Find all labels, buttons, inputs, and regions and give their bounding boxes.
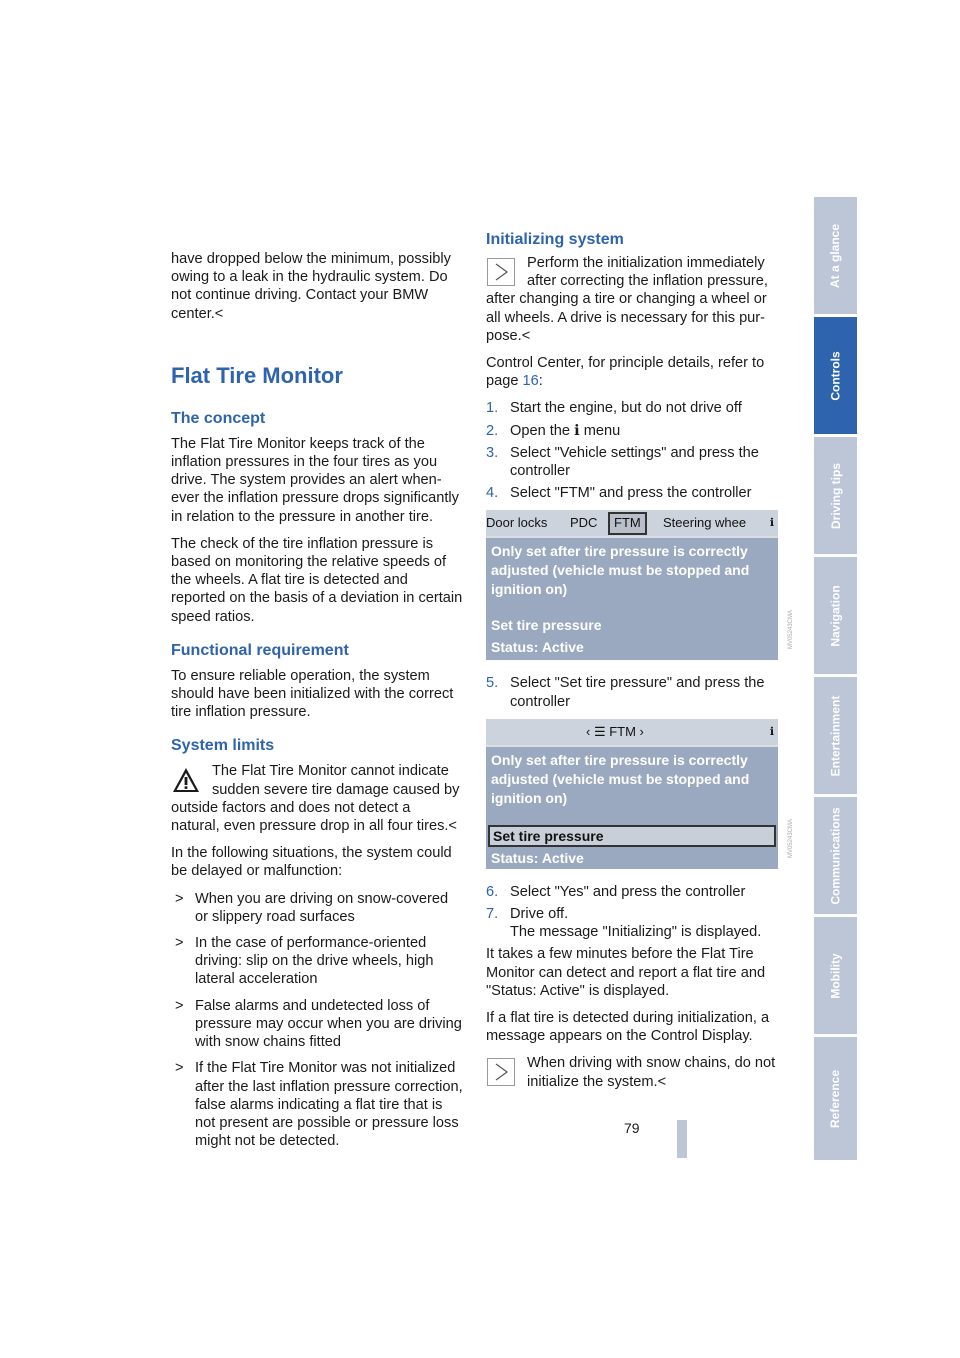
note-arrow-icon xyxy=(487,1058,515,1086)
tab-steering: Steering whee xyxy=(663,515,747,531)
side-tab-entertainment[interactable] xyxy=(814,677,857,794)
limits-list xyxy=(171,890,463,1151)
set-tire-pressure-item: Set tire pressure xyxy=(488,825,776,847)
list-item xyxy=(171,934,463,989)
step-item xyxy=(486,444,778,480)
list-item-text: False alarms and undetected loss of pressure may occur when you are driving with snow chains fitted xyxy=(195,997,462,1051)
right-column xyxy=(486,230,794,1100)
system-limits-heading: System limits xyxy=(171,737,275,755)
steps-list-3 xyxy=(486,883,778,942)
step-number: 3. xyxy=(486,444,499,461)
warning-triangle-icon xyxy=(172,766,200,794)
ftm-screen-1 xyxy=(486,510,794,660)
step-number: 5. xyxy=(486,675,499,692)
step-text: Open the ℹ menu xyxy=(510,422,621,439)
screen-header xyxy=(486,719,778,745)
side-tab-communications[interactable] xyxy=(814,797,857,914)
status-item: Status: Active xyxy=(491,639,584,656)
list-item-text: In the case of performance-oriented driving: slip on the drive wheels, high lateral acceleration xyxy=(195,935,434,988)
list-item xyxy=(171,997,463,1052)
list-item xyxy=(171,1059,463,1150)
side-tab-at-a-glance[interactable] xyxy=(814,197,857,314)
step-text: Select "Set tire pressure" and press the controller xyxy=(510,675,765,710)
screen-body xyxy=(486,747,778,869)
step-item xyxy=(486,422,778,440)
side-tab-label: Controls xyxy=(828,350,843,401)
side-tab-label: Reference xyxy=(828,1069,843,1128)
screen-header-title: ‹ ☰ FTM › xyxy=(586,723,644,739)
list-item-text: When you are driving on snow-covered or slippery road surfaces xyxy=(195,890,449,925)
control-center-text: Control Center, for principle details, refer to page xyxy=(486,355,765,390)
concept-heading: The concept xyxy=(171,409,266,427)
screen-body xyxy=(486,538,778,660)
functional-requirement-paragraph: To ensure reliable operation, the system should have been initialized with the correct tire inflation pressure. xyxy=(171,667,454,721)
steps-list xyxy=(486,399,778,502)
step-number: 1. xyxy=(486,400,499,417)
info-note xyxy=(486,254,778,345)
tab-door-locks: Door locks xyxy=(486,515,548,531)
section-title: Flat Tire Monitor xyxy=(171,362,343,388)
step-item xyxy=(486,399,778,417)
bullet-mark: > xyxy=(175,1060,184,1077)
step-number: 2. xyxy=(486,422,499,439)
bullet-mark: > xyxy=(175,935,184,952)
control-center-colon: : xyxy=(538,373,543,390)
screen-message: Only set after tire pressure is correctly adjusted (vehicle must be stopped and ignition on) xyxy=(491,751,750,806)
minutes-paragraph: It takes a few minutes before the Flat Tire Monitor can detect and report a flat tire and "Status: Active" is displayed. xyxy=(486,946,766,999)
warning-text: The Flat Tire Monitor cannot indicate sudden severe tire damage caused by outside factors and does not detect a natural, even pressure drop in all four tires.< xyxy=(171,763,460,835)
intro-paragraph: have dropped below the minimum, possibly owing to a leak in the hydraulic system. Do not continue driving. Contact your BMW center.< xyxy=(171,251,451,322)
initializing-heading: Initializing system xyxy=(486,231,624,248)
side-tab-navigation[interactable] xyxy=(814,557,857,674)
note-arrow-icon xyxy=(487,258,515,286)
bullet-mark: > xyxy=(175,890,184,907)
snow-chains-text: When driving with snow chains, do not initialize the system.< xyxy=(527,1055,776,1090)
image-code: MV05243CMA xyxy=(788,610,794,650)
left-column xyxy=(171,250,463,1158)
functional-requirement-heading: Functional requirement xyxy=(171,641,349,659)
tab-ftm: FTM xyxy=(608,512,647,534)
side-tab-label: Communications xyxy=(828,806,843,905)
step-text: Select "Yes" and press the controller xyxy=(510,883,746,900)
page-corner-block xyxy=(677,1120,687,1158)
side-tab-mobility[interactable] xyxy=(814,917,857,1034)
step-text: Select "Vehicle settings" and press the controller xyxy=(510,444,759,480)
concept-paragraph-2: The check of the tire inflation pressure is based on monitoring the relative speeds of the wheels. A flat tire is detected and reported on the basis of a deviation in certain speed ratios. xyxy=(171,535,463,625)
page-link[interactable]: 16 xyxy=(522,373,539,390)
screen-tab-bar xyxy=(486,510,778,536)
step-number: 4. xyxy=(486,485,499,502)
image-code: MV05243CMA xyxy=(788,818,794,858)
side-tab-label: At a glance xyxy=(828,223,843,288)
step-item xyxy=(486,905,778,941)
bullet-mark: > xyxy=(175,997,184,1014)
detected-paragraph: If a flat tire is detected during initialization, a message appears on the Control Display. xyxy=(486,1010,770,1045)
side-tab-controls[interactable] xyxy=(814,317,857,434)
side-tab-reference[interactable] xyxy=(814,1037,857,1160)
side-tab-label: Navigation xyxy=(828,584,843,647)
step-text: Select "FTM" and press the controller xyxy=(510,485,752,502)
side-tab-label: Driving tips xyxy=(828,462,843,529)
screen-info-icon: ℹ xyxy=(769,517,774,530)
step-number: 6. xyxy=(486,883,499,900)
step-item xyxy=(486,883,778,901)
list-item xyxy=(171,890,463,926)
screen-message: Only set after tire pressure is correctly adjusted (vehicle must be stopped and ignition on) xyxy=(491,543,750,598)
concept-paragraph-1: The Flat Tire Monitor keeps track of the inflation pressures in the four tires as you drive. The system provides an alert whenever the inflation pressure drops significantly in relation to the pressure in another tire. xyxy=(171,435,459,525)
info-note-text: Perform the initialization immediately after correcting the inflation pressure, after changing a tire or changing a wheel or all wheels. A drive is necessary for this purpose.< xyxy=(486,255,768,344)
ftm-screen-2 xyxy=(486,719,794,869)
limits-paragraph: In the following situations, the system could be delayed or malfunction: xyxy=(171,845,452,880)
list-item-text: If the Flat Tire Monitor was not initialized after the last inflation pressure correction, false alarms indicating a flat tire that is not present are possible or pressure loss might not be detected. xyxy=(195,1060,463,1150)
snow-chains-note xyxy=(486,1054,778,1090)
step-text: Drive off. xyxy=(510,906,569,923)
side-tab-label: Entertainment xyxy=(828,695,843,776)
side-tab-label: Mobility xyxy=(828,952,843,999)
step-subtext: The message "Initializing" is displayed. xyxy=(510,924,762,941)
control-center-paragraph xyxy=(486,354,778,390)
warning-note xyxy=(171,762,463,835)
step-item xyxy=(486,674,778,710)
status-item: Status: Active xyxy=(491,849,584,866)
screen-info-icon: ℹ xyxy=(769,725,774,738)
step-item xyxy=(486,484,778,502)
step-text: Start the engine, but do not drive off xyxy=(510,400,742,417)
steps-list-2 xyxy=(486,674,778,710)
set-tire-pressure-item: Set tire pressure xyxy=(491,617,602,634)
page-number: 79 xyxy=(624,1120,640,1136)
side-tab-driving-tips[interactable] xyxy=(814,437,857,554)
step-number: 7. xyxy=(486,906,499,923)
tab-pdc: PDC xyxy=(570,515,598,531)
